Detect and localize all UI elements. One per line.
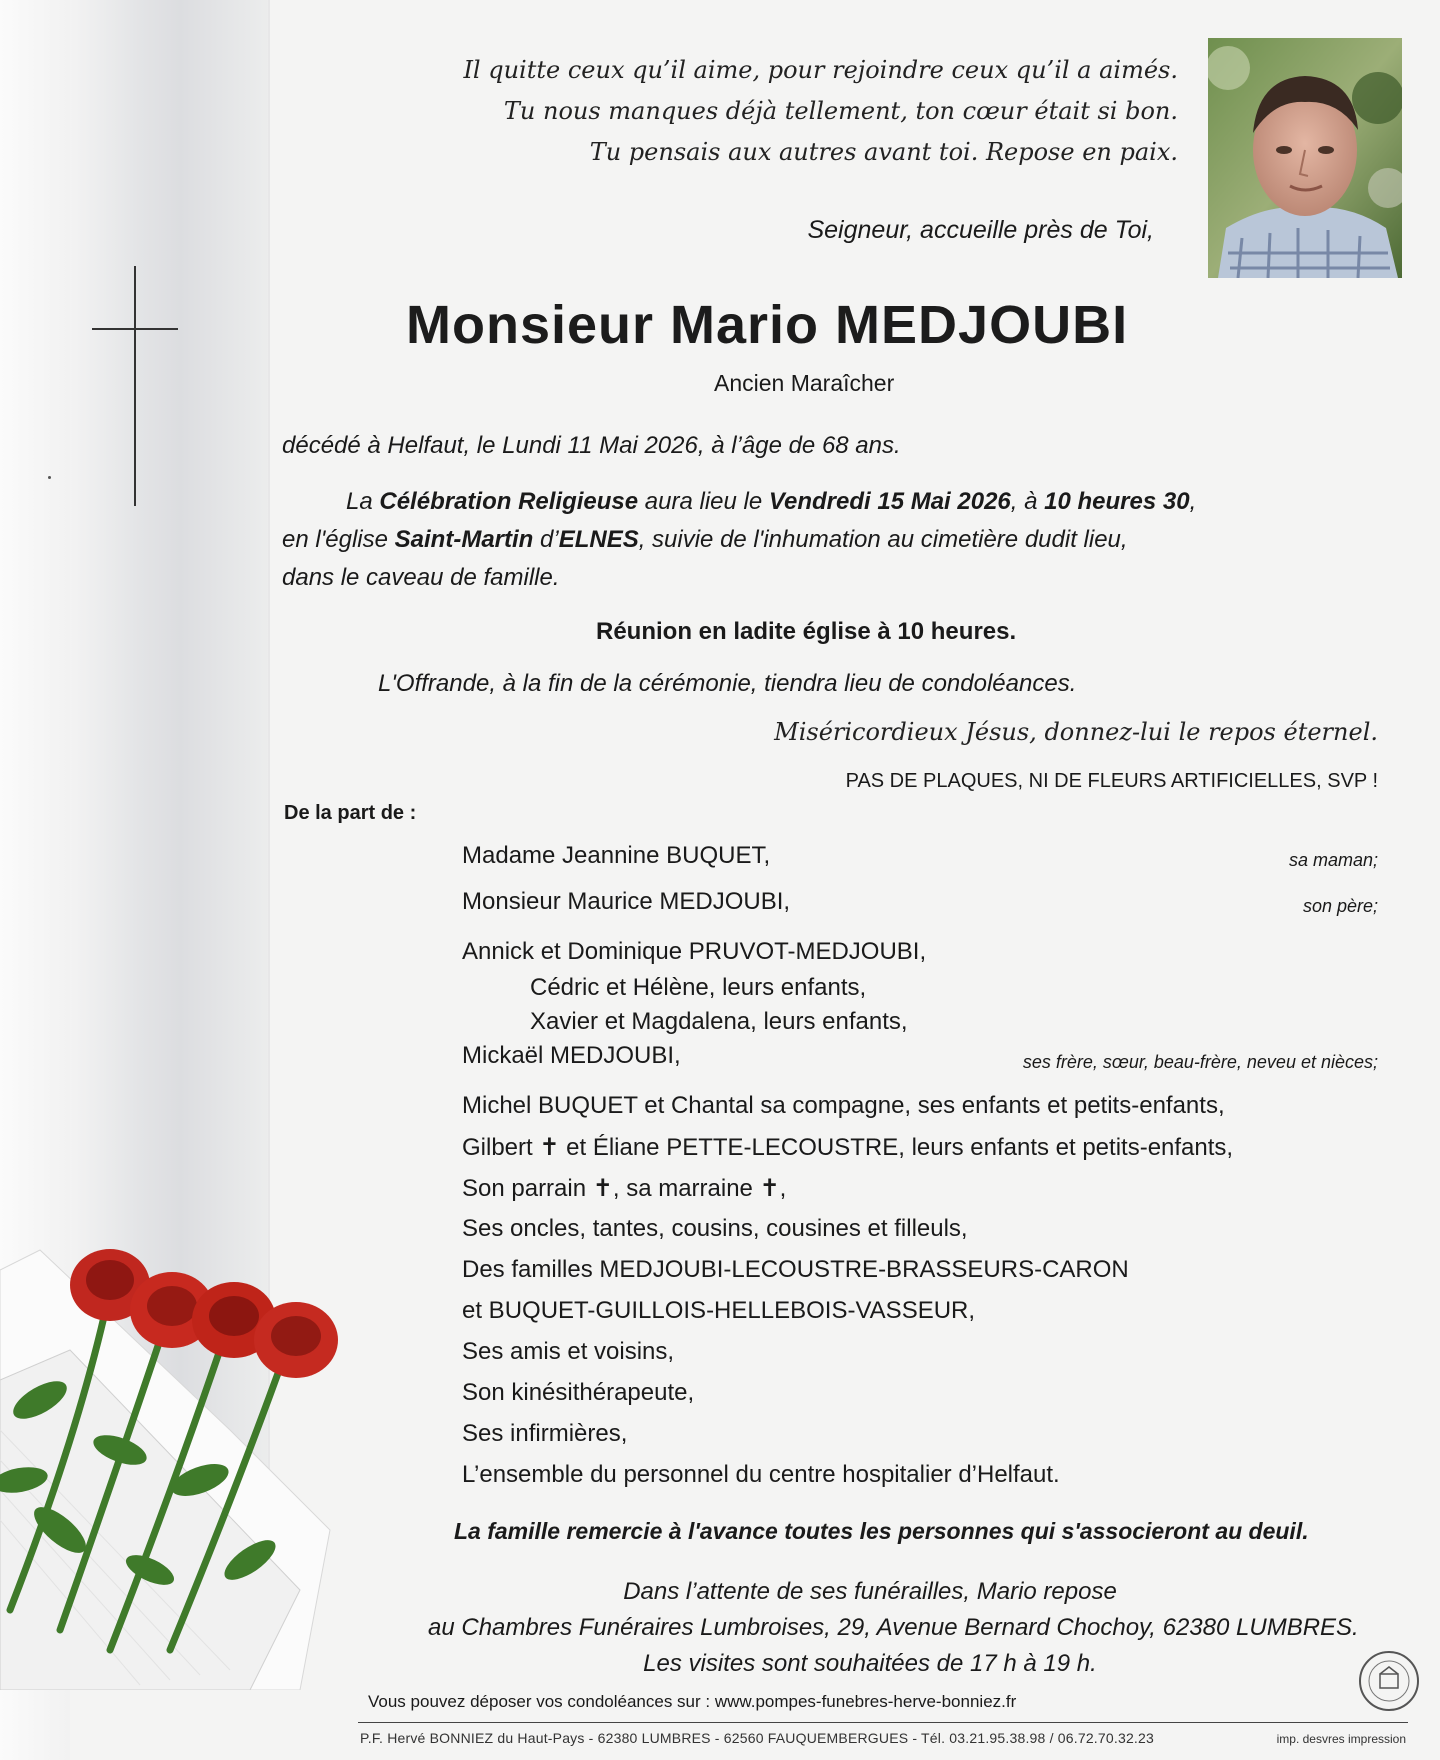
deceased-name: Monsieur Mario MEDJOUBI <box>406 295 1129 355</box>
printer-credit: imp. desvres impression <box>1276 1732 1406 1746</box>
poem-line: Il quitte ceux qu’il aime, pour rejoindre ceux qu’il a aimés. <box>463 56 1178 84</box>
roses-illustration <box>0 1230 380 1690</box>
dot-mark <box>48 476 51 479</box>
family-member: Ses amis et voisins, <box>462 1338 675 1365</box>
invocation: Seigneur, accueille près de Toi, <box>807 216 1154 244</box>
family-relation: son père; <box>1302 896 1378 916</box>
family-member: Monsieur Maurice MEDJOUBI, <box>462 888 791 915</box>
poem-line: Tu nous manques déjà tellement, ton cœur était si bon. <box>503 97 1178 125</box>
company-stamp-icon <box>1358 1650 1420 1712</box>
family-member: L’ensemble du personnel du centre hospitalier d’Helfaut. <box>462 1461 1060 1488</box>
rest-line: au Chambres Funéraires Lumbroises, 29, Avenue Bernard Chochoy, 62380 LUMBRES. <box>428 1614 1359 1641</box>
family-member: Xavier et Magdalena, leurs enfants, <box>530 1008 908 1035</box>
portrait-photo <box>1208 38 1402 278</box>
footer-rule <box>358 1722 1408 1723</box>
flowers-notice: PAS DE PLAQUES, NI DE FLEURS ARTIFICIELLES, SVP ! <box>845 770 1378 792</box>
family-member: Des familles MEDJOUBI-LECOUSTRE-BRASSEURS-CARON <box>462 1256 1129 1283</box>
rest-line: Les visites sont souhaitées de 17 h à 19 h. <box>643 1650 1097 1677</box>
family-relation: ses frère, sœur, beau-frère, neveu et nièces; <box>1022 1052 1378 1072</box>
family-member: Madame Jeannine BUQUET, <box>462 842 771 869</box>
ceremony-line-2: en l'église Saint-Martin d’ELNES, suivie de l'inhumation au cimetière dudit lieu, <box>282 526 1128 553</box>
ceremony-line-1: La Célébration Religieuse aura lieu le Vendredi 15 Mai 2026, à 10 heures 30, <box>346 488 1197 515</box>
family-member: Mickaël MEDJOUBI, <box>462 1042 681 1069</box>
cross-icon <box>90 266 180 506</box>
family-member: Son kinésithérapeute, <box>462 1379 695 1406</box>
family-relation: sa maman; <box>1288 850 1378 870</box>
ceremony-line-3: dans le caveau de famille. <box>282 564 560 591</box>
rest-line: Dans l’attente de ses funérailles, Mario repose <box>623 1578 1117 1605</box>
thanks: La famille remercie à l'avance toutes les personnes qui s'associeront au deuil. <box>454 1518 1309 1544</box>
prayer: Miséricordieux Jésus, donnez-lui le repos éternel. <box>774 718 1378 746</box>
family-member: Gilbert ✝ et Éliane PETTE-LECOUSTRE, leurs enfants et petits-enfants, <box>462 1134 1234 1161</box>
meeting-time: Réunion en ladite église à 10 heures. <box>596 618 1017 645</box>
family-member: Cédric et Hélène, leurs enfants, <box>530 974 867 1001</box>
family-member: Ses oncles, tantes, cousins, cousines et filleuls, <box>462 1215 968 1242</box>
profession: Ancien Maraîcher <box>714 370 895 396</box>
family-member: Michel BUQUET et Chantal sa compagne, ses enfants et petits-enfants, <box>462 1092 1225 1119</box>
family-member: et BUQUET-GUILLOIS-HELLEBOIS-VASSEUR, <box>462 1297 976 1324</box>
poem-line: Tu pensais aux autres avant toi. Repose en paix. <box>589 138 1178 166</box>
offering: L'Offrande, à la fin de la cérémonie, tiendra lieu de condoléances. <box>378 670 1077 697</box>
family-member: Annick et Dominique PRUVOT-MEDJOUBI, <box>462 938 927 965</box>
condolences-link[interactable]: Vous pouvez déposer vos condoléances sur : www.pompes-funebres-herve-bonniez.fr <box>368 1692 1017 1711</box>
family-member: Ses infirmières, <box>462 1420 628 1447</box>
death-notice: décédé à Helfaut, le Lundi 11 Mai 2026, à l’âge de 68 ans. <box>282 432 901 459</box>
family-heading: De la part de : <box>284 802 417 824</box>
company-info: P.F. Hervé BONNIEZ du Haut-Pays - 62380 LUMBRES - 62560 FAUQUEMBERGUES - Tél. 03.21.95.38.98 / 06.72.70.32.23 <box>360 1730 1154 1746</box>
family-member: Son parrain ✝, sa marraine ✝, <box>462 1175 787 1202</box>
